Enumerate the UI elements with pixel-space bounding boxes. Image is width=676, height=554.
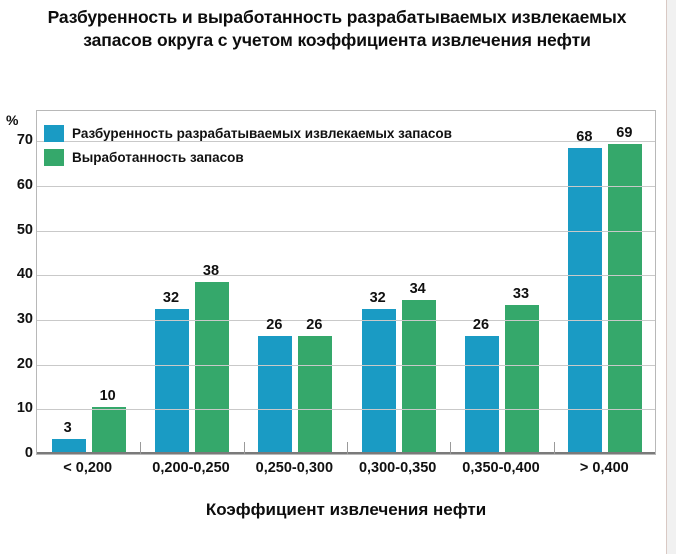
grid-line <box>37 365 655 366</box>
x-axis-tick-2: 0,250-0,300 <box>255 460 334 476</box>
x-axis-tick-3: 0,300-0,350 <box>358 460 437 476</box>
bar-4-0 <box>465 336 499 452</box>
legend-label-0: Разбуренность разрабатываемых извлекаемых запасов <box>72 126 452 141</box>
bar-4-1 <box>505 305 539 452</box>
category-separator <box>450 442 451 454</box>
bar-value-label: 26 <box>472 316 490 333</box>
chart-title: Разбуренность и выработанность разрабатываемых извлекаемых запасов округа с учетом коэффициента извлечения нефти <box>47 7 627 51</box>
bar-3-1 <box>402 300 436 452</box>
bar-value-label: 69 <box>616 124 633 141</box>
legend-swatch-icon-0 <box>44 125 64 142</box>
y-axis-tick-70: 70 <box>16 132 33 149</box>
grid-line <box>37 320 655 321</box>
category-separator <box>347 442 348 454</box>
grid-line <box>37 275 655 276</box>
bar-value-label: 10 <box>99 388 116 405</box>
y-axis-tick-0: 0 <box>24 445 33 461</box>
bar-0-0 <box>52 439 86 452</box>
grid-line <box>37 409 655 410</box>
category-separator <box>554 442 555 454</box>
category-separator <box>244 442 245 454</box>
y-axis-tick-40: 40 <box>16 266 33 283</box>
legend-label-1: Выработанность запасов <box>72 150 244 165</box>
bar-value-label: 38 <box>202 263 220 280</box>
bar-1-0 <box>155 309 189 452</box>
legend-item-1 <box>44 149 464 166</box>
bar-value-label: 32 <box>369 290 386 307</box>
bar-5-1 <box>608 144 642 452</box>
grid-line <box>37 231 655 232</box>
bar-value-label: 34 <box>409 281 426 298</box>
y-axis-tick-labels <box>0 110 33 461</box>
legend-item-0 <box>44 125 464 142</box>
x-axis-tick-4: 0,350-0,400 <box>462 460 540 476</box>
bar-value-label: 32 <box>162 290 180 307</box>
page-edge-band <box>666 0 676 554</box>
bar-0-1 <box>92 407 126 452</box>
category-separator <box>140 442 141 454</box>
legend-swatch-icon-1 <box>44 149 64 166</box>
chart-legend <box>44 125 464 173</box>
y-axis-tick-60: 60 <box>16 177 33 193</box>
x-axis-title: Коэффициент извлечения нефти <box>205 500 487 519</box>
x-axis-tick-1: 0,200-0,250 <box>152 460 230 476</box>
bar-1-1 <box>195 282 229 452</box>
grid-line <box>37 186 655 187</box>
y-axis-tick-10: 10 <box>16 400 33 417</box>
bar-value-label: 3 <box>63 419 72 436</box>
bar-value-label: 33 <box>512 285 530 302</box>
y-axis-tick-20: 20 <box>16 355 33 372</box>
y-axis-tick-50: 50 <box>16 221 33 238</box>
x-axis-line <box>37 452 655 454</box>
y-axis-tick-30: 30 <box>16 311 33 327</box>
bar-3-0 <box>362 309 396 452</box>
x-axis-tick-5: > 0,400 <box>579 460 629 476</box>
bar-5-0 <box>568 148 602 452</box>
bar-value-label: 68 <box>576 129 593 146</box>
bar-2-0 <box>258 336 292 452</box>
y-axis-unit-label: % <box>6 112 19 128</box>
x-axis-tick-0: < 0,200 <box>63 460 113 476</box>
bar-2-1 <box>298 336 332 452</box>
bar-value-label: 26 <box>306 316 323 333</box>
bar-value-label: 26 <box>266 316 283 333</box>
